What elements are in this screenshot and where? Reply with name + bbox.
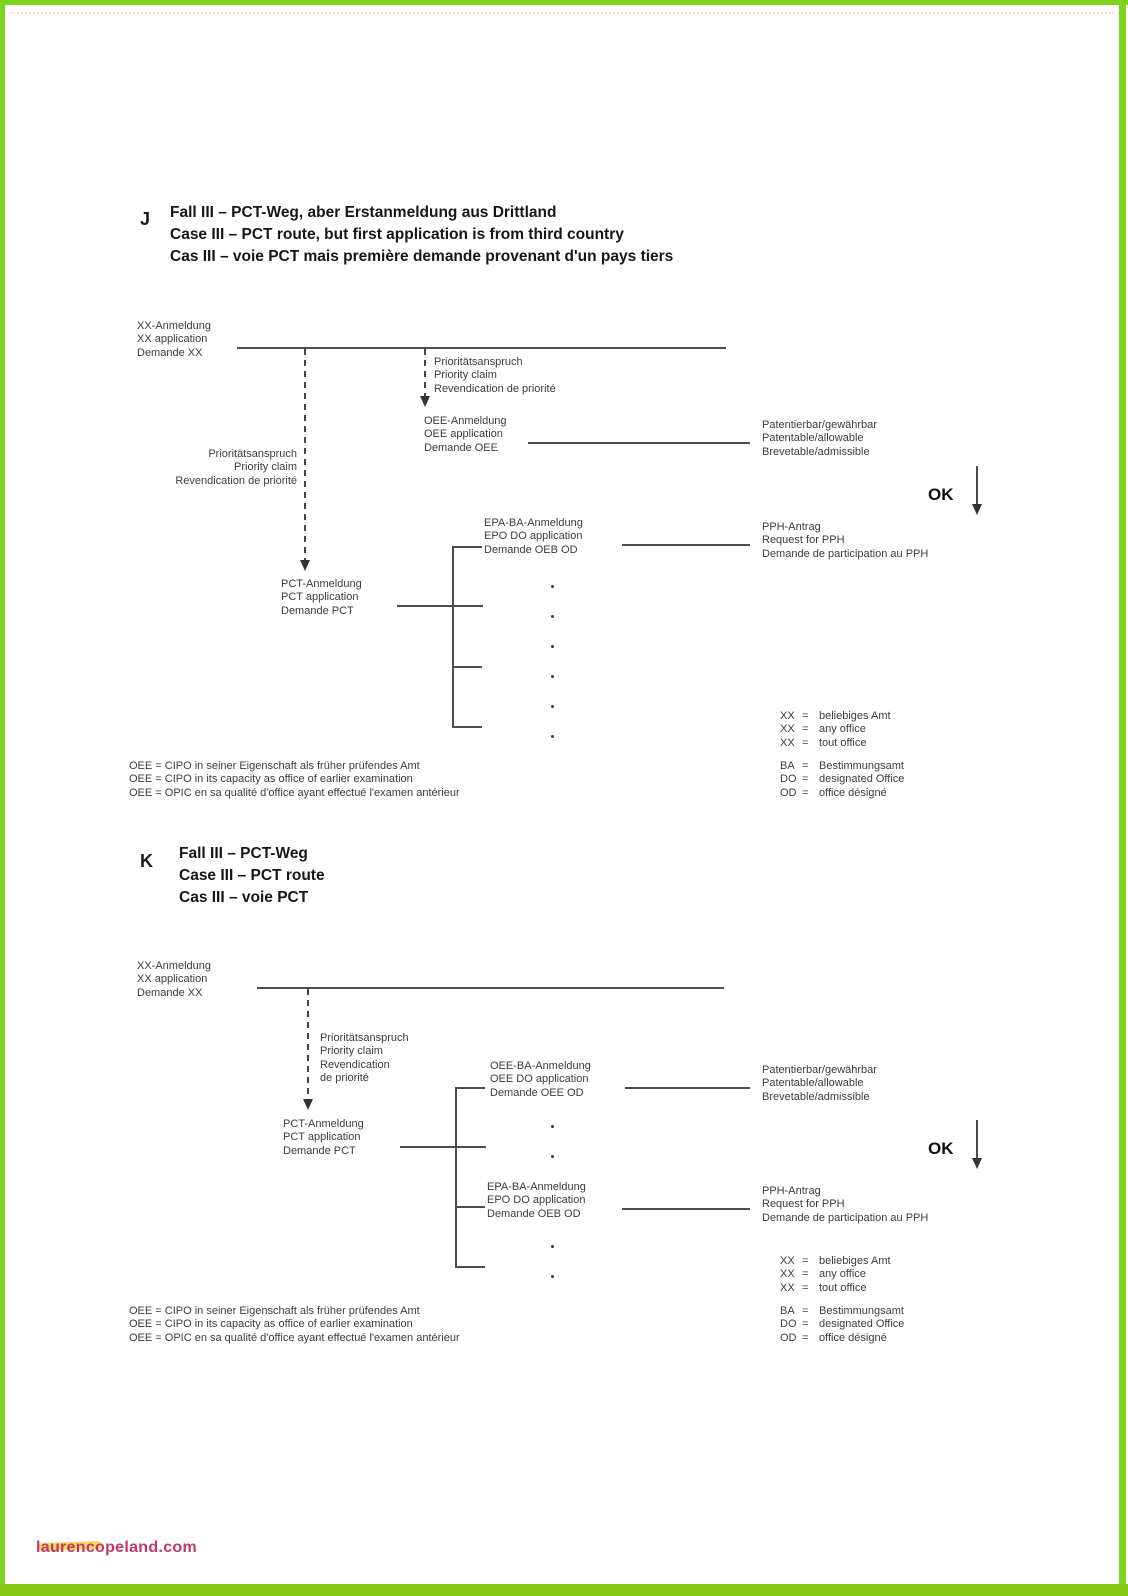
bracket-tick	[455, 1206, 485, 1208]
node-patentable-j: Patentierbar/gewährbar Patentable/allowable Brevetable/admissible	[762, 419, 877, 458]
arrowhead-down-icon	[300, 560, 310, 571]
legend-xx-j	[780, 710, 891, 750]
ellipsis-dot	[551, 1245, 554, 1248]
page-border-top	[0, 0, 1128, 5]
section-j-title-en: Case III – PCT route, but first application is from third country	[170, 226, 624, 243]
connector-oee-patentable-j	[528, 442, 750, 444]
legend-oee-j: OEE = CIPO in seiner Eigenschaft als früher prüfendes Amt OEE = CIPO in its capacity as office of earlier examination OEE = OPIC en sa qualité d'office ayant effectué l'examen antérieur	[129, 760, 460, 799]
bracket-tick	[455, 1087, 485, 1089]
arrowhead-down-icon	[303, 1099, 313, 1110]
ellipsis-dot	[551, 1125, 554, 1128]
watermark-text: laurencopeland.com	[36, 1539, 197, 1556]
ok-arrow-k	[976, 1120, 978, 1158]
section-k-title-en: Case III – PCT route	[179, 867, 325, 884]
priority-arrow-k	[307, 989, 309, 1099]
do-bracket-k	[455, 1087, 457, 1268]
legend-row: BA = Bestimmungsamt	[780, 760, 904, 772]
bracket-tick	[452, 726, 482, 728]
connector-epa-pph-k	[622, 1208, 750, 1210]
legend-oee-k: OEE = CIPO in seiner Eigenschaft als früher prüfendes Amt OEE = CIPO in its capacity as office of earlier examination OEE = OPIC en sa qualité d'office ayant effectué l'examen antérieur	[129, 1305, 460, 1344]
node-pct-application-j: PCT-Anmeldung PCT application Demande PCT	[281, 578, 362, 617]
node-oee-application-j: OEE-Anmeldung OEE application Demande OEE	[424, 415, 507, 454]
arrowhead-down-icon	[972, 504, 982, 515]
perforation-dotted-line	[10, 12, 1114, 14]
section-k-title-fr: Cas III – voie PCT	[179, 889, 309, 906]
bracket-tick	[455, 1266, 485, 1268]
node-pct-application-k: PCT-Anmeldung PCT application Demande PCT	[283, 1118, 364, 1157]
section-k-title	[179, 843, 325, 909]
arrowhead-down-icon	[420, 396, 430, 407]
node-pph-request-j: PPH-Antrag Request for PPH Demande de participation au PPH	[762, 521, 929, 560]
legend-row: BA = Bestimmungsamt	[780, 1305, 904, 1317]
node-patentable-k: Patentierbar/gewährbar Patentable/allowable Brevetable/admissible	[762, 1064, 877, 1103]
priority-label-k: Prioritätsanspruch Priority claim Revendication de priorité	[320, 1032, 409, 1085]
legend-row: DO = designated Office	[780, 773, 905, 786]
section-j-letter: J	[140, 209, 151, 229]
ellipsis-dot	[551, 1275, 554, 1278]
bracket-tick	[452, 546, 482, 548]
legend-row: XX = beliebiges Amt	[780, 710, 891, 722]
legend-xx-k	[780, 1255, 891, 1295]
ellipsis-dot	[551, 1155, 554, 1158]
connector-pct-bracket-j	[397, 605, 483, 607]
section-j-title-de: Fall III – PCT-Weg, aber Erstanmeldung aus Drittland	[170, 204, 557, 221]
legend-row: XX = tout office	[780, 1281, 867, 1294]
node-epa-ba-application-j: EPA-BA-Anmeldung EPO DO application Demande OEB OD	[484, 517, 583, 556]
do-bracket-j	[452, 546, 454, 728]
ellipsis-dot	[551, 585, 554, 588]
node-xx-application-j: XX-Anmeldung XX application Demande XX	[137, 320, 211, 359]
timeline-k	[257, 987, 724, 989]
timeline-j	[237, 347, 726, 349]
ellipsis-dot	[551, 735, 554, 738]
legend-ba-j	[780, 760, 904, 800]
priority-arrow-short-j	[424, 349, 426, 396]
priority-label-right-j: Prioritätsanspruch Priority claim Revendication de priorité	[434, 356, 556, 395]
section-k-letter: K	[140, 851, 153, 871]
legend-row: DO = designated Office	[780, 1318, 905, 1331]
node-pph-request-k: PPH-Antrag Request for PPH Demande de participation au PPH	[762, 1185, 929, 1224]
section-j-title	[170, 202, 673, 268]
page-border-right	[1119, 0, 1126, 1596]
bracket-tick	[452, 666, 482, 668]
connector-pct-bracket-k	[400, 1146, 486, 1148]
node-xx-application-k: XX-Anmeldung XX application Demande XX	[137, 960, 211, 999]
legend-row: XX = any office	[780, 1268, 866, 1281]
page-border-left	[0, 0, 5, 1596]
legend-ba-k	[780, 1305, 904, 1345]
node-epa-ba-application-k: EPA-BA-Anmeldung EPO DO application Demande OEB OD	[487, 1181, 586, 1220]
legend-row: XX = tout office	[780, 736, 867, 749]
section-j-title-fr: Cas III – voie PCT mais première demande provenant d'un pays tiers	[170, 248, 674, 265]
legend-row: OD = office désigné	[780, 786, 887, 799]
legend-row: XX = beliebiges Amt	[780, 1255, 891, 1267]
ellipsis-dot	[551, 615, 554, 618]
section-k-title-de: Fall III – PCT-Weg	[179, 845, 308, 862]
priority-arrow-long-j	[304, 349, 306, 560]
ok-arrow-j	[976, 466, 978, 504]
ok-label-k: OK	[928, 1139, 954, 1158]
ellipsis-dot	[551, 645, 554, 648]
connector-oee-patentable-k	[625, 1087, 750, 1089]
ellipsis-dot	[551, 675, 554, 678]
footer-green-bar	[0, 1584, 1128, 1596]
legend-row: OD = office désigné	[780, 1331, 887, 1344]
connector-epa-pph-j	[622, 544, 750, 546]
node-oee-ba-application-k: OEE-BA-Anmeldung OEE DO application Demande OEE OD	[490, 1060, 591, 1099]
ok-label-j: OK	[928, 485, 954, 504]
arrowhead-down-icon	[972, 1158, 982, 1169]
priority-label-left-j: Prioritätsanspruch Priority claim Revendication de priorité	[175, 448, 297, 487]
ellipsis-dot	[551, 705, 554, 708]
legend-row: XX = any office	[780, 723, 866, 736]
